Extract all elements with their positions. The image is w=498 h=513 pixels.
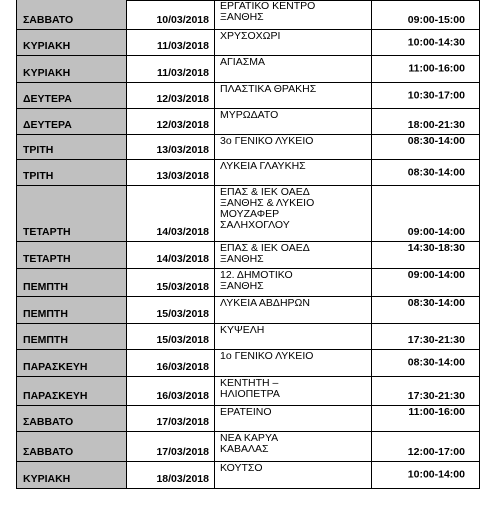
place-cell: ΚΥΨΕΛΗ	[215, 324, 372, 349]
date-text: 10/03/2018	[156, 14, 209, 26]
date-text: 17/03/2018	[156, 416, 209, 428]
place-cell: 3ο ΓΕΝΙΚΟ ΛΥΚΕΙΟ	[215, 135, 372, 159]
date-text: 14/03/2018	[156, 253, 209, 265]
table-row	[16, 83, 480, 109]
table-row	[16, 432, 480, 462]
place-cell: ΕΠΑΣ & ΙΕΚ ΟΑΕΔ ΞΑΝΘΗΣ	[215, 242, 372, 268]
date-text: 16/03/2018	[156, 361, 209, 373]
table-row	[16, 242, 480, 269]
day-cell	[16, 242, 127, 268]
day-cell	[16, 186, 127, 241]
table-row	[16, 269, 480, 297]
date-text: 14/03/2018	[156, 226, 209, 238]
date-cell	[127, 406, 215, 431]
time-cell	[372, 56, 480, 82]
place-cell: ΧΡΥΣΟΧΩΡΙ	[215, 30, 372, 55]
time-text: 14:30-18:30	[407, 242, 465, 254]
day-text: ΠΕΜΠΤΗ	[23, 281, 68, 293]
place-cell: ΚΟΥΤΣΟ	[215, 462, 372, 488]
place-cell: ΚΕΝΤΗΤΗ – ΗΛΙΟΠΕΤΡΑ	[215, 377, 372, 405]
day-cell	[16, 56, 127, 82]
day-text: ΣΑΒΒΑΤΟ	[23, 416, 74, 428]
date-text: 13/03/2018	[156, 144, 209, 156]
time-cell	[372, 324, 480, 349]
time-text: 10:00-14:30	[407, 36, 465, 48]
day-text: ΠΕΜΠΤΗ	[23, 308, 68, 320]
time-cell	[372, 297, 480, 323]
day-cell	[16, 297, 127, 323]
table-row	[16, 135, 480, 160]
time-cell	[372, 30, 480, 55]
time-cell	[372, 350, 480, 376]
date-cell	[127, 432, 215, 461]
day-cell	[16, 324, 127, 349]
day-text: ΠΑΡΑΣΚΕΥΗ	[23, 361, 88, 373]
day-cell	[16, 377, 127, 405]
date-cell	[127, 83, 215, 108]
time-cell	[372, 186, 480, 241]
table-row	[16, 109, 480, 135]
time-text: 08:30-14:00	[407, 166, 465, 178]
table-row	[16, 377, 480, 406]
date-text: 13/03/2018	[156, 170, 209, 182]
table-row	[16, 324, 480, 350]
day-text: ΣΑΒΒΑΤΟ	[23, 446, 74, 458]
date-cell	[127, 160, 215, 185]
day-text: ΔΕΥΤΕΡΑ	[23, 93, 72, 105]
date-text: 15/03/2018	[156, 281, 209, 293]
time-text: 09:00-15:00	[407, 14, 465, 26]
date-cell	[127, 30, 215, 55]
day-text: ΤΡΙΤΗ	[23, 144, 54, 156]
date-text: 11/03/2018	[157, 40, 209, 52]
time-text: 17:30-21:30	[407, 390, 465, 402]
place-cell: ΛΥΚΕΙΑ ΑΒΔΗΡΩΝ	[215, 297, 372, 323]
day-text: ΤΡΙΤΗ	[23, 170, 54, 182]
date-cell	[127, 324, 215, 349]
date-cell	[127, 56, 215, 82]
place-cell: 1ο ΓΕΝΙΚΟ ΛΥΚΕΙΟ	[215, 350, 372, 376]
time-text: 10:30-17:00	[407, 89, 465, 101]
time-cell	[372, 83, 480, 108]
place-cell: ΑΓΙΑΣΜΑ	[215, 56, 372, 82]
table-row	[16, 160, 480, 186]
date-cell	[127, 350, 215, 376]
time-text: 12:00-17:00	[407, 446, 465, 458]
date-cell	[127, 462, 215, 488]
date-cell	[127, 269, 215, 296]
time-cell	[372, 269, 480, 296]
place-cell: 12. ΔΗΜΟΤΙΚΟ ΞΑΝΘΗΣ	[215, 269, 372, 296]
day-text: ΚΥΡΙΑΚΗ	[23, 473, 71, 485]
table-row	[16, 297, 480, 324]
time-text: 11:00-16:00	[408, 62, 465, 75]
place-cell: ΕΡΑΤΕΙΝΟ	[215, 406, 372, 431]
time-text: 17:30-21:30	[407, 334, 465, 346]
day-text: ΤΕΤΑΡΤΗ	[23, 253, 71, 265]
day-text: ΣΑΒΒΑΤΟ	[23, 14, 74, 26]
day-text: ΔΕΥΤΕΡΑ	[23, 119, 72, 131]
time-cell	[372, 462, 480, 488]
time-text: 10:00-14:00	[407, 468, 465, 481]
time-text: 18:00-21:30	[407, 119, 465, 131]
day-cell	[16, 109, 127, 134]
place-cell: ΛΥΚΕΙΑ ΓΛΑΥΚΗΣ	[215, 160, 372, 185]
time-cell	[372, 242, 480, 268]
place-cell: ΜΥΡΩΔΑΤΟ	[215, 109, 372, 134]
time-cell	[372, 109, 480, 134]
day-cell	[16, 350, 127, 376]
date-text: 12/03/2018	[156, 119, 209, 131]
date-cell	[127, 377, 215, 405]
day-cell	[16, 0, 127, 29]
day-cell	[16, 462, 127, 488]
date-text: 18/03/2018	[156, 473, 209, 485]
date-text: 17/03/2018	[156, 446, 209, 458]
day-cell	[16, 30, 127, 55]
day-cell	[16, 135, 127, 159]
time-text: 08:30-14:00	[407, 297, 465, 309]
table-row	[16, 56, 480, 83]
table-row	[16, 0, 480, 30]
day-cell	[16, 269, 127, 296]
schedule-table	[16, 0, 480, 498]
time-cell	[372, 377, 480, 405]
day-text: ΤΕΤΑΡΤΗ	[23, 226, 71, 238]
time-cell	[372, 160, 480, 185]
date-cell	[127, 242, 215, 268]
place-cell: ΠΛΑΣΤΙΚΑ ΘΡΑΚΗΣ	[215, 83, 372, 108]
date-cell	[127, 135, 215, 159]
day-text: ΚΥΡΙΑΚΗ	[23, 67, 71, 79]
date-cell	[127, 109, 215, 134]
time-text: 09:00-14:00	[407, 269, 465, 281]
place-cell: ΕΡΓΑΤΙΚΟ ΚΕΝΤΡΟ ΞΑΝΘΗΣ	[215, 0, 372, 29]
date-text: 15/03/2018	[156, 334, 209, 346]
table-row	[16, 406, 480, 432]
place-cell: ΝΕΑ ΚΑΡΥΑ ΚΑΒΑΛΑΣ	[215, 432, 372, 461]
day-cell	[16, 406, 127, 431]
time-cell	[372, 0, 480, 29]
time-cell	[372, 135, 480, 159]
table-row	[16, 30, 480, 56]
date-text: 12/03/2018	[156, 93, 209, 105]
time-cell	[372, 406, 480, 431]
date-text: 15/03/2018	[156, 308, 209, 320]
date-cell	[127, 0, 215, 29]
time-cell	[372, 432, 480, 461]
date-cell	[127, 297, 215, 323]
place-cell: ΕΠΑΣ & ΙΕΚ ΟΑΕΔ ΞΑΝΘΗΣ & ΛΥΚΕΙΟ ΜΟΥΖΑΦΕΡ ΣΑΛΗΧΟΓΛΟΥ	[215, 186, 372, 241]
date-text: 11/03/2018	[157, 67, 209, 79]
day-cell	[16, 160, 127, 185]
date-text: 16/03/2018	[156, 390, 209, 402]
table-row	[16, 350, 480, 377]
table-row	[16, 462, 480, 489]
day-text: ΚΥΡΙΑΚΗ	[23, 40, 71, 52]
table-row	[16, 186, 480, 242]
date-cell	[127, 186, 215, 241]
time-text: 11:00-16:00	[408, 406, 465, 418]
time-text: 09:00-14:00	[407, 226, 465, 238]
time-text: 08:30-14:00	[407, 356, 465, 369]
day-cell	[16, 83, 127, 108]
day-cell	[16, 432, 127, 461]
day-text: ΠΕΜΠΤΗ	[23, 334, 68, 346]
time-text: 08:30-14:00	[407, 135, 465, 147]
day-text: ΠΑΡΑΣΚΕΥΗ	[23, 390, 88, 402]
